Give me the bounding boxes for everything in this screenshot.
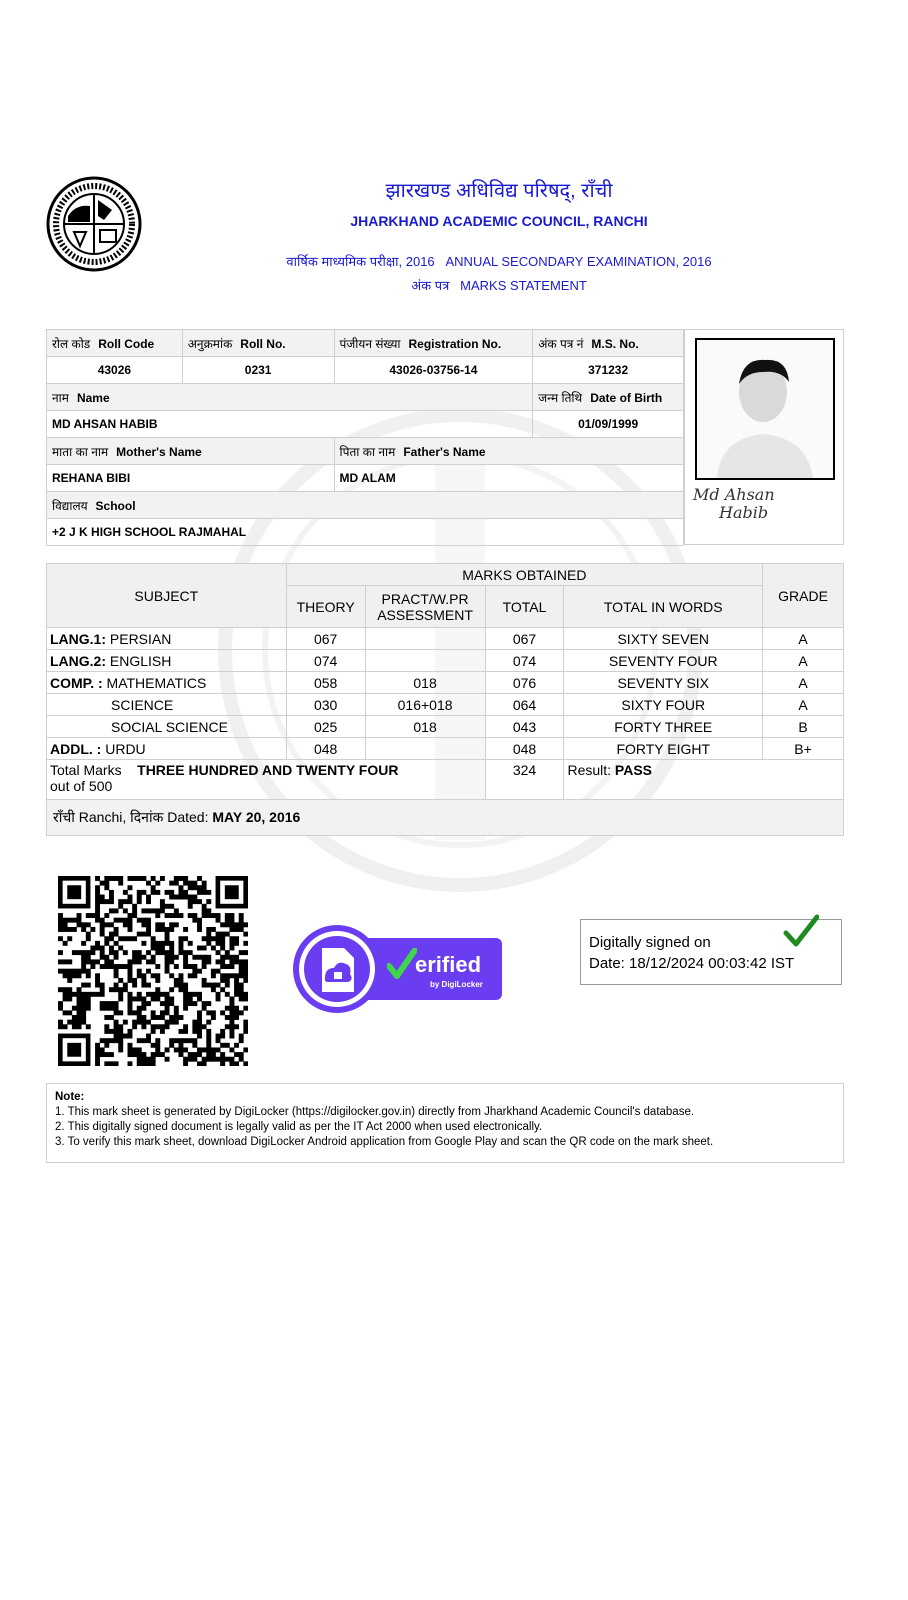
- student-photo: [695, 338, 835, 480]
- words-cell: SIXTY FOUR: [564, 694, 763, 716]
- marks-row: [47, 694, 844, 716]
- marks-obtained-header: MARKS OBTAINED: [286, 564, 762, 586]
- total-header: TOTAL: [485, 586, 564, 628]
- roll-code-label: रोल कोड Roll Code: [47, 330, 183, 357]
- result-label: Result:: [567, 762, 612, 778]
- subject-cell: [47, 716, 287, 738]
- subject-prefix: LANG.1:: [50, 630, 106, 647]
- roll-no-value: 0231: [182, 357, 334, 384]
- note-title: Note:: [55, 1091, 85, 1103]
- ms-no-label: अंक पत्र नं M.S. No.: [533, 330, 684, 357]
- pract-cell: [365, 650, 485, 672]
- total-cell: 064: [485, 694, 564, 716]
- note-line-3: 3. To verify this mark sheet, download DigiLocker Android application from Google Play and scan the QR code on the mark sheet.: [55, 1136, 714, 1148]
- marks-row: [47, 628, 844, 650]
- dob-value: 01/09/1999: [533, 411, 684, 438]
- theory-cell: 067: [286, 628, 365, 650]
- verified-text: erified: [415, 952, 482, 977]
- subject-name: URDU: [105, 740, 146, 757]
- statement-title: [0, 276, 908, 294]
- total-cell: 074: [485, 650, 564, 672]
- note-line-2: 2. This digitally signed document is legally valid as per the IT Act 2000 when used electronically.: [55, 1121, 543, 1133]
- subject-prefix: COMP. :: [50, 674, 103, 691]
- roll-code-value: 43026: [47, 357, 183, 384]
- signed-label: Digitally signed on: [589, 934, 711, 951]
- dated-label: राँची Ranchi, दिनांक Dated:: [53, 809, 209, 825]
- words-cell: FORTY EIGHT: [564, 738, 763, 760]
- grade-header: GRADE: [763, 564, 844, 628]
- registration-value: 43026-03756-14: [334, 357, 533, 384]
- theory-cell: 058: [286, 672, 365, 694]
- title-hindi: झारखण्ड अधिविद्य परिषद्, राँची: [385, 180, 613, 202]
- pract-cell: 018: [365, 672, 485, 694]
- school-value: +2 J K HIGH SCHOOL RAJMAHAL: [47, 519, 684, 546]
- theory-cell: 048: [286, 738, 365, 760]
- words-cell: SEVENTY FOUR: [564, 650, 763, 672]
- checkmark-icon: [783, 914, 819, 948]
- father-name-value: MD ALAM: [334, 465, 683, 492]
- subject-name: MATHEMATICS: [106, 674, 207, 691]
- school-label: विद्यालय School: [47, 492, 684, 519]
- subject-cell: [47, 694, 287, 716]
- dated-cell: [47, 800, 844, 836]
- note-line-1: 1. This mark sheet is generated by DigiLocker (https://digilocker.gov.in) directly from Jharkhand Academic Council's database.: [55, 1106, 695, 1118]
- total-cell: 076: [485, 672, 564, 694]
- father-name-label: पिता का नाम Father's Name: [334, 438, 683, 465]
- exam-title: [0, 252, 908, 270]
- grade-cell: B+: [763, 738, 844, 760]
- registration-label: पंजीयन संख्या Registration No.: [334, 330, 533, 357]
- photo-panel: [684, 329, 844, 545]
- total-marks-value: 324: [485, 760, 564, 800]
- marks-row: [47, 738, 844, 760]
- pract-cell: 016+018: [365, 694, 485, 716]
- marks-row: [47, 716, 844, 738]
- result-cell: [564, 760, 844, 800]
- subject-header: SUBJECT: [47, 564, 287, 628]
- theory-cell: 030: [286, 694, 365, 716]
- subject-cell: [47, 650, 287, 672]
- pract-header: PRACT/W.PR ASSESSMENT: [365, 586, 485, 628]
- subject-cell: [47, 738, 287, 760]
- total-cell: 043: [485, 716, 564, 738]
- words-cell: SEVENTY SIX: [564, 672, 763, 694]
- subject-prefix: LANG.2:: [50, 652, 106, 669]
- subject-name: ENGLISH: [109, 652, 172, 669]
- ms-no-value: 371232: [533, 357, 684, 384]
- statement-title-hindi: अंक पत्र: [411, 278, 450, 293]
- subject-name: SCIENCE: [111, 696, 174, 713]
- signed-date: Date: 18/12/2024 00:03:42 IST: [589, 955, 795, 972]
- grade-cell: B: [763, 716, 844, 738]
- exam-title-hindi: वार्षिक माध्यमिक परीक्षा, 2016: [286, 254, 435, 269]
- grade-cell: A: [763, 672, 844, 694]
- words-cell: SIXTY SEVEN: [564, 628, 763, 650]
- dob-label: जन्म तिथि Date of Birth: [533, 384, 684, 411]
- grade-cell: A: [763, 694, 844, 716]
- name-label: नाम Name: [47, 384, 533, 411]
- theory-cell: 025: [286, 716, 365, 738]
- theory-cell: 074: [286, 650, 365, 672]
- marks-row: [47, 672, 844, 694]
- subject-prefix: ADDL. :: [50, 740, 102, 757]
- words-cell: FORTY THREE: [564, 716, 763, 738]
- subject-name: SOCIAL SCIENCE: [111, 718, 228, 735]
- student-details-table: [46, 329, 684, 546]
- pract-cell: [365, 738, 485, 760]
- pract-cell: [365, 628, 485, 650]
- statement-title-english: MARKS STATEMENT: [460, 278, 587, 293]
- person-photo-icon: [697, 340, 833, 478]
- note-box: [46, 1083, 844, 1163]
- exam-title-english: ANNUAL SECONDARY EXAMINATION, 2016: [445, 254, 712, 269]
- name-value: MD AHSAN HABIB: [47, 411, 533, 438]
- total-out-of: out of 500: [50, 778, 113, 794]
- title-english: JHARKHAND ACADEMIC COUNCIL, RANCHI: [350, 213, 648, 229]
- marks-row: [47, 650, 844, 672]
- total-cell: 067: [485, 628, 564, 650]
- dated-value: MAY 20, 2016: [212, 809, 301, 825]
- verified-check-icon: [387, 948, 417, 980]
- verified-sub: by DigiLocker: [430, 980, 483, 989]
- result-value: PASS: [614, 762, 653, 778]
- pract-cell: 018: [365, 716, 485, 738]
- verified-badge: [292, 924, 504, 1014]
- subject-cell: [47, 672, 287, 694]
- words-header: TOTAL IN WORDS: [564, 586, 763, 628]
- total-marks-label: Total Marks: [50, 762, 122, 778]
- digital-signature-box: [580, 919, 842, 985]
- mother-name-label: माता का नाम Mother's Name: [47, 438, 335, 465]
- total-cell: 048: [485, 738, 564, 760]
- roll-no-label: अनुक्रमांक Roll No.: [182, 330, 334, 357]
- signed-date-value: 18/12/2024 00:03:42 IST: [629, 955, 795, 972]
- total-marks-cell: [47, 760, 486, 800]
- marks-table: [46, 563, 844, 836]
- total-marks-words: THREE HUNDRED AND TWENTY FOUR: [137, 762, 399, 778]
- student-signature: Md Ahsan Habib: [693, 485, 775, 522]
- grade-cell: A: [763, 650, 844, 672]
- subject-name: PERSIAN: [109, 630, 172, 647]
- qr-code[interactable]: [58, 876, 248, 1066]
- theory-header: THEORY: [286, 586, 365, 628]
- mother-name-value: REHANA BIBI: [47, 465, 335, 492]
- subject-cell: [47, 628, 287, 650]
- grade-cell: A: [763, 628, 844, 650]
